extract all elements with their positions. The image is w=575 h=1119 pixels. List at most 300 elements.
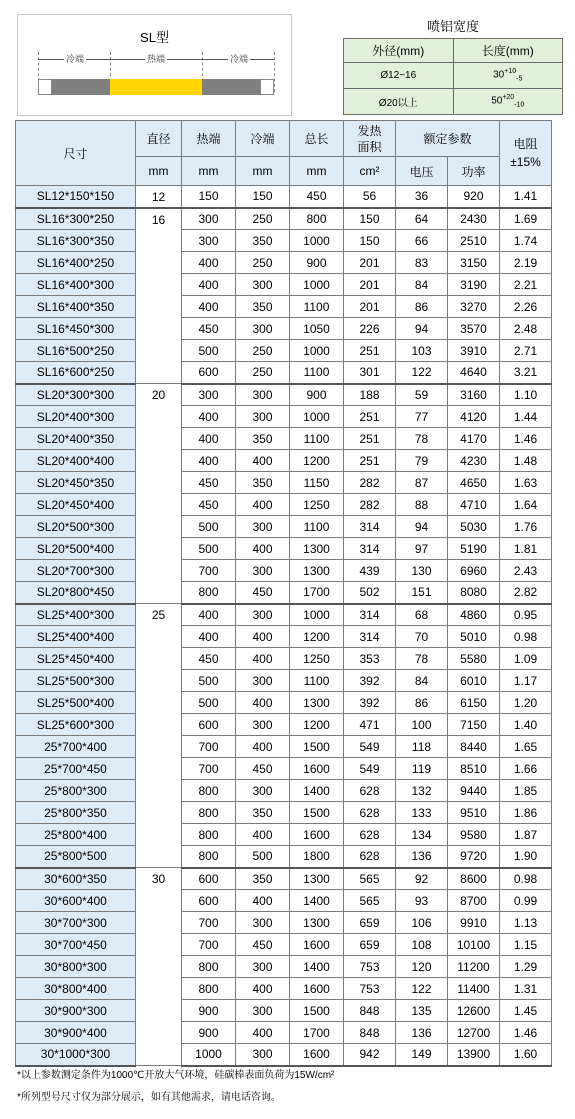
cell-total-length: 1200 bbox=[290, 450, 344, 472]
cell-power: 3910 bbox=[448, 340, 500, 362]
cell-cold-end: 350 bbox=[236, 296, 290, 318]
cell-resistance: 1.10 bbox=[500, 384, 552, 406]
cell-cold-end: 350 bbox=[236, 472, 290, 494]
cell-power: 4230 bbox=[448, 450, 500, 472]
cell-size: SL20*500*400 bbox=[16, 538, 136, 560]
col-header-hot: 热端 bbox=[182, 121, 236, 157]
cell-power: 4860 bbox=[448, 604, 500, 626]
cell-total-length: 1000 bbox=[290, 230, 344, 252]
table-row bbox=[16, 362, 552, 384]
cell-size: SL20*450*400 bbox=[16, 494, 136, 516]
cell-resistance: 1.46 bbox=[500, 1022, 552, 1044]
table-row bbox=[16, 186, 552, 208]
cell-resistance: 1.86 bbox=[500, 802, 552, 824]
cell-heating-area: 314 bbox=[344, 626, 396, 648]
cell-cold-end: 250 bbox=[236, 252, 290, 274]
cell-total-length: 800 bbox=[290, 208, 344, 230]
cell-hot-end: 400 bbox=[182, 450, 236, 472]
cell-resistance: 1.46 bbox=[500, 428, 552, 450]
cell-total-length: 1300 bbox=[290, 560, 344, 582]
cell-power: 9580 bbox=[448, 824, 500, 846]
cell-resistance: 0.99 bbox=[500, 890, 552, 912]
cell-total-length: 1500 bbox=[290, 736, 344, 758]
cell-hot-end: 800 bbox=[182, 846, 236, 868]
cell-hot-end: 900 bbox=[182, 1022, 236, 1044]
cell-voltage: 122 bbox=[396, 362, 448, 384]
cell-voltage: 94 bbox=[396, 318, 448, 340]
cell-resistance: 1.20 bbox=[500, 692, 552, 714]
cell-hot-end: 700 bbox=[182, 736, 236, 758]
table-row bbox=[16, 318, 552, 340]
cell-power: 8080 bbox=[448, 582, 500, 604]
cell-size: SL12*150*150 bbox=[16, 186, 136, 208]
cell-heating-area: 251 bbox=[344, 450, 396, 472]
cell-hot-end: 800 bbox=[182, 802, 236, 824]
cell-size: SL25*400*300 bbox=[16, 604, 136, 626]
table-row bbox=[16, 274, 552, 296]
rod-terminal bbox=[38, 79, 52, 95]
cell-cold-end: 400 bbox=[236, 648, 290, 670]
spec-table-body bbox=[16, 186, 552, 1066]
cell-heating-area: 848 bbox=[344, 1000, 396, 1022]
cell-cold-end: 300 bbox=[236, 714, 290, 736]
cell-total-length: 1600 bbox=[290, 824, 344, 846]
cell-voltage: 87 bbox=[396, 472, 448, 494]
cell-total-length: 450 bbox=[290, 186, 344, 208]
table-row bbox=[16, 956, 552, 978]
cell-heating-area: 201 bbox=[344, 296, 396, 318]
cell-power: 2430 bbox=[448, 208, 500, 230]
unit-cold: mm bbox=[236, 157, 290, 186]
cell-total-length: 1100 bbox=[290, 516, 344, 538]
cell-power: 11400 bbox=[448, 978, 500, 1000]
cell-hot-end: 700 bbox=[182, 560, 236, 582]
cell-size: SL20*400*300 bbox=[16, 406, 136, 428]
cell-cold-end: 400 bbox=[236, 978, 290, 1000]
cell-voltage: 59 bbox=[396, 384, 448, 406]
table-row bbox=[16, 648, 552, 670]
cell-total-length: 1400 bbox=[290, 780, 344, 802]
cell-cold-end: 250 bbox=[236, 208, 290, 230]
table-row bbox=[16, 230, 552, 252]
cell-voltage: 68 bbox=[396, 604, 448, 626]
cell-power: 3270 bbox=[448, 296, 500, 318]
cell-heating-area: 251 bbox=[344, 428, 396, 450]
cell-heating-area: 392 bbox=[344, 670, 396, 692]
cell-size: SL16*400*300 bbox=[16, 274, 136, 296]
cell-voltage: 92 bbox=[396, 868, 448, 890]
cell-hot-end: 700 bbox=[182, 758, 236, 780]
table-row bbox=[16, 626, 552, 648]
cell-hot-end: 300 bbox=[182, 384, 236, 406]
sl-type-diagram bbox=[17, 14, 292, 116]
cell-heating-area: 282 bbox=[344, 494, 396, 516]
table-row bbox=[16, 846, 552, 868]
table-row bbox=[16, 428, 552, 450]
table-row bbox=[16, 1000, 552, 1022]
cell-voltage: 36 bbox=[396, 186, 448, 208]
cell-power: 8510 bbox=[448, 758, 500, 780]
col-header-diameter: 直径 bbox=[136, 121, 182, 157]
cell-cold-end: 300 bbox=[236, 516, 290, 538]
cell-heating-area: 56 bbox=[344, 186, 396, 208]
cell-heating-area: 314 bbox=[344, 604, 396, 626]
spray-width-title: 喷铝宽度 bbox=[344, 14, 563, 38]
cell-cold-end: 400 bbox=[236, 538, 290, 560]
cell-hot-end: 450 bbox=[182, 318, 236, 340]
cell-cold-end: 300 bbox=[236, 956, 290, 978]
cell-diameter: 12 bbox=[136, 186, 182, 208]
cell-voltage: 136 bbox=[396, 1022, 448, 1044]
cell-power: 3190 bbox=[448, 274, 500, 296]
diagram-title: SL型 bbox=[140, 30, 169, 45]
cell-total-length: 1100 bbox=[290, 362, 344, 384]
cell-resistance: 2.71 bbox=[500, 340, 552, 362]
cell-size: 30*800*300 bbox=[16, 956, 136, 978]
table-row bbox=[16, 868, 552, 890]
cell-voltage: 134 bbox=[396, 824, 448, 846]
cell-total-length: 1700 bbox=[290, 1022, 344, 1044]
cell-voltage: 93 bbox=[396, 890, 448, 912]
cell-cold-end: 400 bbox=[236, 1022, 290, 1044]
cell-hot-end: 700 bbox=[182, 934, 236, 956]
cell-size: SL20*500*300 bbox=[16, 516, 136, 538]
cell-cold-end: 450 bbox=[236, 582, 290, 604]
cell-resistance: 1.41 bbox=[500, 186, 552, 208]
cell-voltage: 94 bbox=[396, 516, 448, 538]
table-row bbox=[16, 670, 552, 692]
cell-resistance: 2.48 bbox=[500, 318, 552, 340]
cell-size: SL20*800*450 bbox=[16, 582, 136, 604]
cell-voltage: 79 bbox=[396, 450, 448, 472]
cell-size: SL20*700*300 bbox=[16, 560, 136, 582]
cell-cold-end: 350 bbox=[236, 802, 290, 824]
rod-terminal bbox=[260, 79, 274, 95]
cell-heating-area: 226 bbox=[344, 318, 396, 340]
cell-heating-area: 251 bbox=[344, 406, 396, 428]
cell-heating-area: 848 bbox=[344, 1022, 396, 1044]
table-row bbox=[16, 472, 552, 494]
cell-hot-end: 500 bbox=[182, 340, 236, 362]
cell-total-length: 1300 bbox=[290, 912, 344, 934]
table-row bbox=[16, 934, 552, 956]
cell-cold-end: 250 bbox=[236, 362, 290, 384]
cell-heating-area: 628 bbox=[344, 802, 396, 824]
cell-voltage: 103 bbox=[396, 340, 448, 362]
cell-size: SL16*300*250 bbox=[16, 208, 136, 230]
cell-resistance: 2.82 bbox=[500, 582, 552, 604]
cell-heating-area: 392 bbox=[344, 692, 396, 714]
cell-total-length: 1200 bbox=[290, 626, 344, 648]
cell-heating-area: 150 bbox=[344, 208, 396, 230]
cell-power: 9910 bbox=[448, 912, 500, 934]
cell-size: SL25*450*400 bbox=[16, 648, 136, 670]
cell-heating-area: 753 bbox=[344, 956, 396, 978]
cell-hot-end: 450 bbox=[182, 648, 236, 670]
cell-total-length: 1300 bbox=[290, 692, 344, 714]
cell-cold-end: 300 bbox=[236, 780, 290, 802]
cell-size: 25*800*300 bbox=[16, 780, 136, 802]
cell-resistance: 2.43 bbox=[500, 560, 552, 582]
cell-total-length: 1250 bbox=[290, 648, 344, 670]
cell-power: 3160 bbox=[448, 384, 500, 406]
cell-heating-area: 659 bbox=[344, 934, 396, 956]
cell-hot-end: 150 bbox=[182, 186, 236, 208]
cell-power: 5190 bbox=[448, 538, 500, 560]
cell-power: 10100 bbox=[448, 934, 500, 956]
cell-cold-end: 300 bbox=[236, 670, 290, 692]
col-header-voltage: 电压 bbox=[396, 157, 448, 186]
cell-power: 9720 bbox=[448, 846, 500, 868]
cell-voltage: 151 bbox=[396, 582, 448, 604]
cell-hot-end: 500 bbox=[182, 538, 236, 560]
cell-size: 25*700*450 bbox=[16, 758, 136, 780]
cell-power: 4640 bbox=[448, 362, 500, 384]
col-header-cold: 冷端 bbox=[236, 121, 290, 157]
cell-hot-end: 450 bbox=[182, 494, 236, 516]
cell-size: SL16*400*350 bbox=[16, 296, 136, 318]
table-row bbox=[16, 384, 552, 406]
cell-size: SL16*400*250 bbox=[16, 252, 136, 274]
cell-heating-area: 549 bbox=[344, 758, 396, 780]
cell-cold-end: 350 bbox=[236, 230, 290, 252]
cell-size: 25*800*500 bbox=[16, 846, 136, 868]
cell-hot-end: 700 bbox=[182, 912, 236, 934]
cell-cold-end: 250 bbox=[236, 340, 290, 362]
cell-voltage: 120 bbox=[396, 956, 448, 978]
cell-size: SL20*400*400 bbox=[16, 450, 136, 472]
cell-total-length: 1100 bbox=[290, 428, 344, 450]
cell-power: 8700 bbox=[448, 890, 500, 912]
cell-power: 9510 bbox=[448, 802, 500, 824]
unit-total: mm bbox=[290, 157, 344, 186]
cell-heating-area: 628 bbox=[344, 780, 396, 802]
cell-hot-end: 600 bbox=[182, 362, 236, 384]
table-row bbox=[16, 1022, 552, 1044]
cell-hot-end: 400 bbox=[182, 296, 236, 318]
cell-voltage: 119 bbox=[396, 758, 448, 780]
col-header-total: 总长 bbox=[290, 121, 344, 157]
cell-cold-end: 450 bbox=[236, 934, 290, 956]
cell-size: 30*600*350 bbox=[16, 868, 136, 890]
cell-heating-area: 753 bbox=[344, 978, 396, 1000]
table-row bbox=[16, 516, 552, 538]
cell-resistance: 1.69 bbox=[500, 208, 552, 230]
cell-heating-area: 201 bbox=[344, 274, 396, 296]
cell-voltage: 77 bbox=[396, 406, 448, 428]
spray-width-table bbox=[343, 14, 563, 115]
cell-hot-end: 1000 bbox=[182, 1044, 236, 1066]
table-row bbox=[16, 340, 552, 362]
dimension-tick bbox=[274, 52, 275, 92]
cell-voltage: 84 bbox=[396, 274, 448, 296]
cell-hot-end: 500 bbox=[182, 516, 236, 538]
cell-size: SL25*500*400 bbox=[16, 692, 136, 714]
cell-heating-area: 353 bbox=[344, 648, 396, 670]
cell-voltage: 70 bbox=[396, 626, 448, 648]
cell-size: 30*900*400 bbox=[16, 1022, 136, 1044]
cell-resistance: 1.31 bbox=[500, 978, 552, 1000]
cell-diameter: 20 bbox=[136, 384, 182, 604]
cell-power: 4650 bbox=[448, 472, 500, 494]
cell-heating-area: 282 bbox=[344, 472, 396, 494]
cell-cold-end: 300 bbox=[236, 1044, 290, 1066]
cell-voltage: 64 bbox=[396, 208, 448, 230]
cell-resistance: 1.44 bbox=[500, 406, 552, 428]
cell-hot-end: 600 bbox=[182, 868, 236, 890]
cell-total-length: 1600 bbox=[290, 758, 344, 780]
cell-total-length: 1300 bbox=[290, 538, 344, 560]
col-header-area: 发热面积 bbox=[344, 121, 396, 157]
cell-total-length: 1100 bbox=[290, 670, 344, 692]
cell-hot-end: 900 bbox=[182, 1000, 236, 1022]
cell-total-length: 1600 bbox=[290, 978, 344, 1000]
cell-size: 30*700*300 bbox=[16, 912, 136, 934]
cell-resistance: 1.09 bbox=[500, 648, 552, 670]
cell-cold-end: 350 bbox=[236, 428, 290, 450]
cell-hot-end: 450 bbox=[182, 472, 236, 494]
cell-cold-end: 300 bbox=[236, 318, 290, 340]
cell-total-length: 1600 bbox=[290, 1044, 344, 1066]
cell-diameter: 25 bbox=[136, 604, 182, 868]
cell-resistance: 1.48 bbox=[500, 450, 552, 472]
cell-cold-end: 400 bbox=[236, 692, 290, 714]
cell-resistance: 1.15 bbox=[500, 934, 552, 956]
cell-size: 25*800*400 bbox=[16, 824, 136, 846]
cell-total-length: 900 bbox=[290, 384, 344, 406]
table-row bbox=[16, 824, 552, 846]
cell-resistance: 1.29 bbox=[500, 956, 552, 978]
cell-voltage: 84 bbox=[396, 670, 448, 692]
cell-voltage: 86 bbox=[396, 692, 448, 714]
rod-cold-section bbox=[202, 79, 260, 95]
cell-heating-area: 565 bbox=[344, 890, 396, 912]
cell-size: 30*600*400 bbox=[16, 890, 136, 912]
cell-voltage: 130 bbox=[396, 560, 448, 582]
cell-cold-end: 300 bbox=[236, 604, 290, 626]
cell-cold-end: 300 bbox=[236, 384, 290, 406]
cell-total-length: 1400 bbox=[290, 890, 344, 912]
cell-resistance: 0.98 bbox=[500, 868, 552, 890]
cell-power: 3570 bbox=[448, 318, 500, 340]
cell-cold-end: 400 bbox=[236, 450, 290, 472]
table-row bbox=[16, 692, 552, 714]
cell-size: SL16*500*250 bbox=[16, 340, 136, 362]
cell-resistance: 2.21 bbox=[500, 274, 552, 296]
cell-heating-area: 251 bbox=[344, 340, 396, 362]
table-row bbox=[16, 208, 552, 230]
cell-heating-area: 301 bbox=[344, 362, 396, 384]
cell-hot-end: 300 bbox=[182, 230, 236, 252]
unit-area: cm² bbox=[344, 157, 396, 186]
cell-cold-end: 300 bbox=[236, 560, 290, 582]
cell-power: 7150 bbox=[448, 714, 500, 736]
cold-end-label: 冷端 bbox=[66, 54, 85, 64]
cell-total-length: 1200 bbox=[290, 714, 344, 736]
cell-total-length: 1500 bbox=[290, 1000, 344, 1022]
note-inquiry: *所列型号尺寸仅为部分展示，如有其他需求，请电话咨询。 bbox=[17, 1092, 281, 1103]
note-test-conditions: *以上参数测定条件为1000℃开放大气环境，硅碳棒表面负荷为15W/cm² bbox=[17, 1070, 335, 1081]
cell-size: SL16*600*250 bbox=[16, 362, 136, 384]
table-row bbox=[16, 296, 552, 318]
cell-total-length: 1600 bbox=[290, 934, 344, 956]
table-row bbox=[16, 736, 552, 758]
cell-cold-end: 300 bbox=[236, 1000, 290, 1022]
cell-size: SL25*400*400 bbox=[16, 626, 136, 648]
table-row bbox=[16, 252, 552, 274]
spray-diameter-value: Ø12~16 bbox=[344, 62, 454, 88]
cell-power: 4710 bbox=[448, 494, 500, 516]
cell-resistance: 1.60 bbox=[500, 1044, 552, 1066]
cell-voltage: 118 bbox=[396, 736, 448, 758]
cell-cold-end: 350 bbox=[236, 868, 290, 890]
cell-size: 30*900*300 bbox=[16, 1000, 136, 1022]
cell-size: 25*700*400 bbox=[16, 736, 136, 758]
cell-power: 5580 bbox=[448, 648, 500, 670]
cell-power: 9440 bbox=[448, 780, 500, 802]
table-row bbox=[16, 560, 552, 582]
cell-voltage: 66 bbox=[396, 230, 448, 252]
cell-heating-area: 314 bbox=[344, 516, 396, 538]
cell-power: 5010 bbox=[448, 626, 500, 648]
cell-total-length: 1400 bbox=[290, 956, 344, 978]
cell-power: 8440 bbox=[448, 736, 500, 758]
cell-cold-end: 150 bbox=[236, 186, 290, 208]
table-row bbox=[16, 450, 552, 472]
cell-voltage: 100 bbox=[396, 714, 448, 736]
cell-total-length: 1000 bbox=[290, 406, 344, 428]
cell-power: 5030 bbox=[448, 516, 500, 538]
table-row bbox=[16, 758, 552, 780]
cell-heating-area: 314 bbox=[344, 538, 396, 560]
hot-end-label: 热端 bbox=[147, 54, 166, 64]
cell-voltage: 132 bbox=[396, 780, 448, 802]
cell-cold-end: 400 bbox=[236, 494, 290, 516]
table-row bbox=[16, 890, 552, 912]
col-header-size: 尺寸 bbox=[16, 121, 136, 186]
cell-total-length: 1000 bbox=[290, 604, 344, 626]
cell-total-length: 1500 bbox=[290, 802, 344, 824]
cell-resistance: 1.64 bbox=[500, 494, 552, 516]
cell-total-length: 1050 bbox=[290, 318, 344, 340]
cell-total-length: 1150 bbox=[290, 472, 344, 494]
cell-total-length: 1250 bbox=[290, 494, 344, 516]
cell-size: SL16*450*300 bbox=[16, 318, 136, 340]
cell-cold-end: 300 bbox=[236, 406, 290, 428]
spray-length-value: $30^{+10}_{-5}$ bbox=[453, 62, 563, 88]
cell-hot-end: 400 bbox=[182, 252, 236, 274]
cell-size: SL20*400*350 bbox=[16, 428, 136, 450]
col-header-power: 功率 bbox=[448, 157, 500, 186]
cell-cold-end: 300 bbox=[236, 274, 290, 296]
cell-cold-end: 450 bbox=[236, 758, 290, 780]
table-row bbox=[16, 714, 552, 736]
cell-resistance: 0.98 bbox=[500, 626, 552, 648]
cell-hot-end: 800 bbox=[182, 780, 236, 802]
cell-heating-area: 628 bbox=[344, 846, 396, 868]
cell-resistance: 1.66 bbox=[500, 758, 552, 780]
cell-hot-end: 400 bbox=[182, 406, 236, 428]
col-header-resistance: 电阻±15% bbox=[500, 121, 552, 186]
cell-heating-area: 471 bbox=[344, 714, 396, 736]
cell-hot-end: 400 bbox=[182, 274, 236, 296]
cell-heating-area: 942 bbox=[344, 1044, 396, 1066]
cell-resistance: 1.63 bbox=[500, 472, 552, 494]
cell-hot-end: 400 bbox=[182, 604, 236, 626]
cell-size: 30*800*400 bbox=[16, 978, 136, 1000]
rod-cold-section bbox=[52, 79, 110, 95]
cell-power: 4120 bbox=[448, 406, 500, 428]
